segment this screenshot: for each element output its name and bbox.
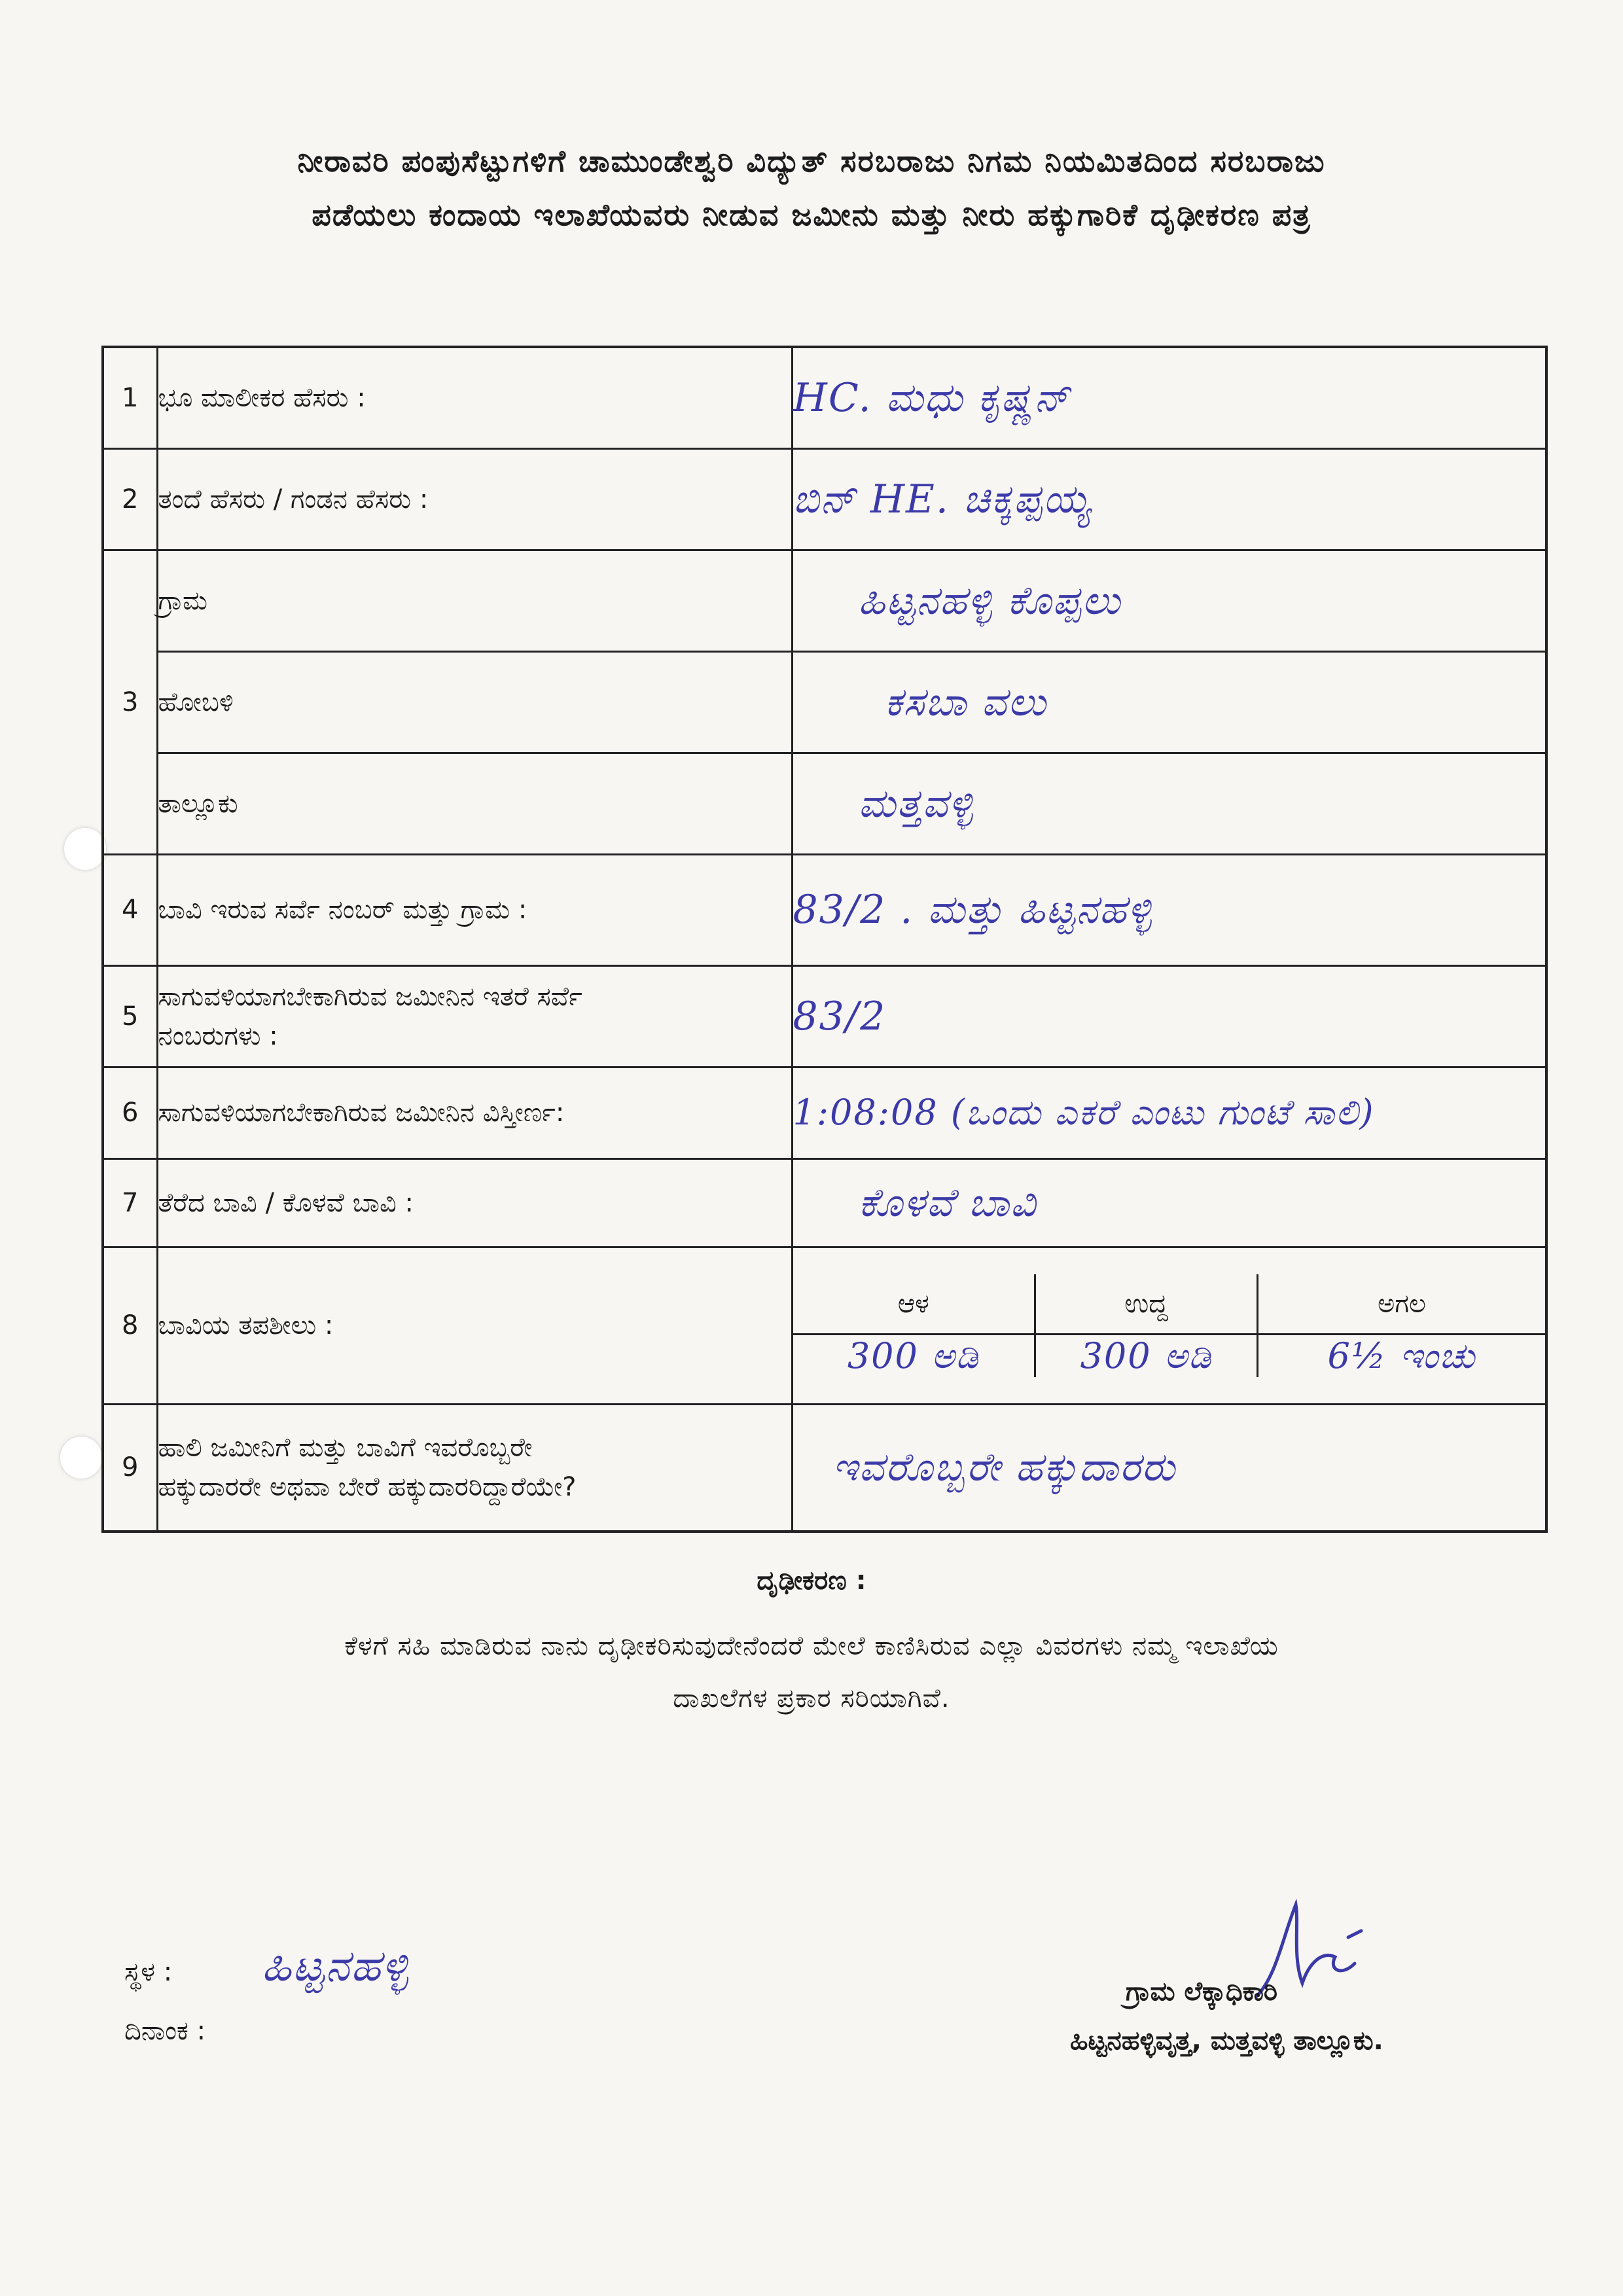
land-area-label: ಸಾಗುವಳಿಯಾಗಬೇಕಾಗಿರುವ ಜಮೀನಿನ ವಿಸ್ತೀರ್ಣ: xyxy=(157,1067,792,1158)
label-line: ನಂಬರುಗಳು : xyxy=(158,1020,278,1051)
depth-value: 300 ಅಡಿ xyxy=(847,1335,980,1376)
row-number: 5 xyxy=(103,965,157,1067)
well-survey-label: ಬಾವಿ ಇರುವ ಸರ್ವೆ ನಂಬರ್ ಮತ್ತು ಗ್ರಾಮ : xyxy=(157,854,792,965)
row-number: 3 xyxy=(103,550,157,854)
title-line-2: ಪಡೆಯಲು ಕಂದಾಯ ಇಲಾಖೆಯವರು ನೀಡುವ ಜಮೀನು ಮತ್ತು ನೀರು ಹಕ್ಕುಗಾರಿಕೆ ದೃಢೀಕರಣ ಪತ್ರ xyxy=(312,197,1311,232)
form-row-4 xyxy=(103,854,1546,965)
row-number: 2 xyxy=(103,448,157,550)
form-row-1 xyxy=(103,347,1546,448)
row-number: 9 xyxy=(103,1404,157,1532)
village-value: ಹಿಟ್ಟನಹಳ್ಳಿ ಕೊಪ್ಪಲು xyxy=(858,577,1122,624)
label-line: ಹಕ್ಕುದಾರರೇ ಅಥವಾ ಬೇರೆ ಹಕ್ಕುದಾರರಿದ್ದಾರೆಯೇ? xyxy=(158,1472,577,1503)
well-type-value: ಕೊಳವೆ ಬಾವಿ xyxy=(858,1179,1037,1226)
place-value: ಹಿಟ್ಟನಹಳ್ಳಿ xyxy=(262,1941,410,1991)
hobli-label: ಹೋಬಳಿ xyxy=(157,651,792,753)
ownership-value: ಇವರೊಬ್ಬರೇ ಹಕ್ಕುದಾರರು xyxy=(832,1444,1177,1491)
width-header: ಅಗಲ xyxy=(1258,1274,1546,1335)
taluk-label: ತಾಲ್ಲೂಕು xyxy=(157,753,792,854)
certification-text xyxy=(151,1620,1472,1725)
certification-heading: ದೃಢೀಕರಣ : xyxy=(757,1566,866,1596)
form-row-9 xyxy=(103,1404,1546,1532)
hobli-value: ಕಸಬಾ ವಲು xyxy=(884,679,1048,725)
title-line-1: ನೀರಾವರಿ ಪಂಪುಸೆಟ್ಟುಗಳಿಗೆ ಚಾಮುಂಡೇಶ್ವರಿ ವಿದ್ಯುತ್ ಸರಬರಾಜು ನಿಗಮ ನಿಯಮಿತದಿಂದ ಸರಬರಾಜು xyxy=(297,143,1326,179)
length-header: ಉದ್ದ xyxy=(1035,1274,1258,1335)
father-name-value: ಬಿನ್ HE. ಚಿಕ್ಕಪ್ಪಯ್ಯ xyxy=(793,476,1092,522)
other-survey-value: 83/2 xyxy=(793,993,887,1039)
form-row-3-taluk xyxy=(103,753,1546,854)
form-row-7 xyxy=(103,1158,1546,1247)
punch-hole xyxy=(64,828,106,870)
row-number: 4 xyxy=(103,854,157,965)
document-title xyxy=(98,134,1525,242)
depth-header: ಆಳ xyxy=(793,1274,1035,1335)
officer-title: ಗ್ರಾಮ ಲೆಕ್ಕಾಧಿಕಾರಿ xyxy=(1126,1977,1278,2007)
place-label: ಸ್ಥಳ : xyxy=(124,1957,173,1987)
row-number: 6 xyxy=(103,1067,157,1158)
father-name-label: ತಂದೆ ಹೆಸರು / ಗಂಡನ ಹೆಸರು : xyxy=(157,448,792,550)
well-details-label: ಬಾವಿಯ ತಪಶೀಲು : xyxy=(157,1247,792,1404)
other-survey-label xyxy=(157,965,792,1067)
taluk-value: ಮತ್ತವಳ್ಳಿ xyxy=(858,780,974,827)
ownership-label xyxy=(157,1404,792,1532)
row-number: 1 xyxy=(103,347,157,448)
row-number: 8 xyxy=(103,1247,157,1404)
row-number: 7 xyxy=(103,1158,157,1247)
form-row-3-village xyxy=(103,550,1546,651)
form-row-2 xyxy=(103,448,1546,550)
well-survey-value: 83/2 . ಮತ್ತು ಹಿಟ್ಟನಹಳ್ಳಿ xyxy=(793,887,1153,933)
certification-line: ಕೆಳಗೆ ಸಹಿ ಮಾಡಿರುವ ನಾನು ದೃಢೀಕರಿಸುವುದೇನೆಂದರೆ ಮೇಲೆ ಕಾಣಿಸಿರುವ ಎಲ್ಲಾ ವಿವರಗಳು ನಮ್ಮ ಇಲಾಖೆಯ xyxy=(344,1631,1279,1661)
form-row-5 xyxy=(103,965,1546,1067)
village-label: ಗ್ರಾಮ xyxy=(157,550,792,651)
punch-hole xyxy=(60,1437,102,1479)
owner-name-label: ಭೂ ಮಾಲೀಕರ ಹೆಸರು : xyxy=(157,347,792,448)
width-value: 6½ ಇಂಚು xyxy=(1327,1335,1476,1376)
form-row-3-hobli xyxy=(103,651,1546,753)
well-dimensions-table xyxy=(793,1274,1546,1377)
form-row-8 xyxy=(103,1247,1546,1404)
officer-circle: ಹಿಟ್ಟನಹಳ್ಳಿವೃತ್ತ, ಮತ್ತವಳ್ಳಿ ತಾಲ್ಲೂಕು. xyxy=(1070,2026,1383,2056)
owner-name-value: HC. ಮಧು ಕೃಷ್ಣನ್ xyxy=(793,374,1071,421)
label-line: ಸಾಗುವಳಿಯಾಗಬೇಕಾಗಿರುವ ಜಮೀನಿನ ಇತರೆ ಸರ್ವೆ xyxy=(158,981,582,1012)
date-label: ದಿನಾಂಕ : xyxy=(124,2016,206,2046)
form-row-6 xyxy=(103,1067,1546,1158)
land-area-value: 1:08:08 (ಒಂದು ಎಕರೆ ಎಂಟು ಗುಂಟೆ ಸಾಲಿ) xyxy=(793,1092,1375,1133)
label-line: ಹಾಲಿ ಜಮೀನಿಗೆ ಮತ್ತು ಬಾವಿಗೆ ಇವರೊಬ್ಬರೇ xyxy=(158,1433,533,1463)
certificate-form-table xyxy=(101,346,1548,1533)
well-type-label: ತೆರೆದ ಬಾವಿ / ಕೊಳವೆ ಬಾವಿ : xyxy=(157,1158,792,1247)
length-value: 300 ಅಡಿ xyxy=(1080,1335,1213,1376)
certification-line: ದಾಖಲೆಗಳ ಪ್ರಕಾರ ಸರಿಯಾಗಿವೆ. xyxy=(673,1683,950,1713)
